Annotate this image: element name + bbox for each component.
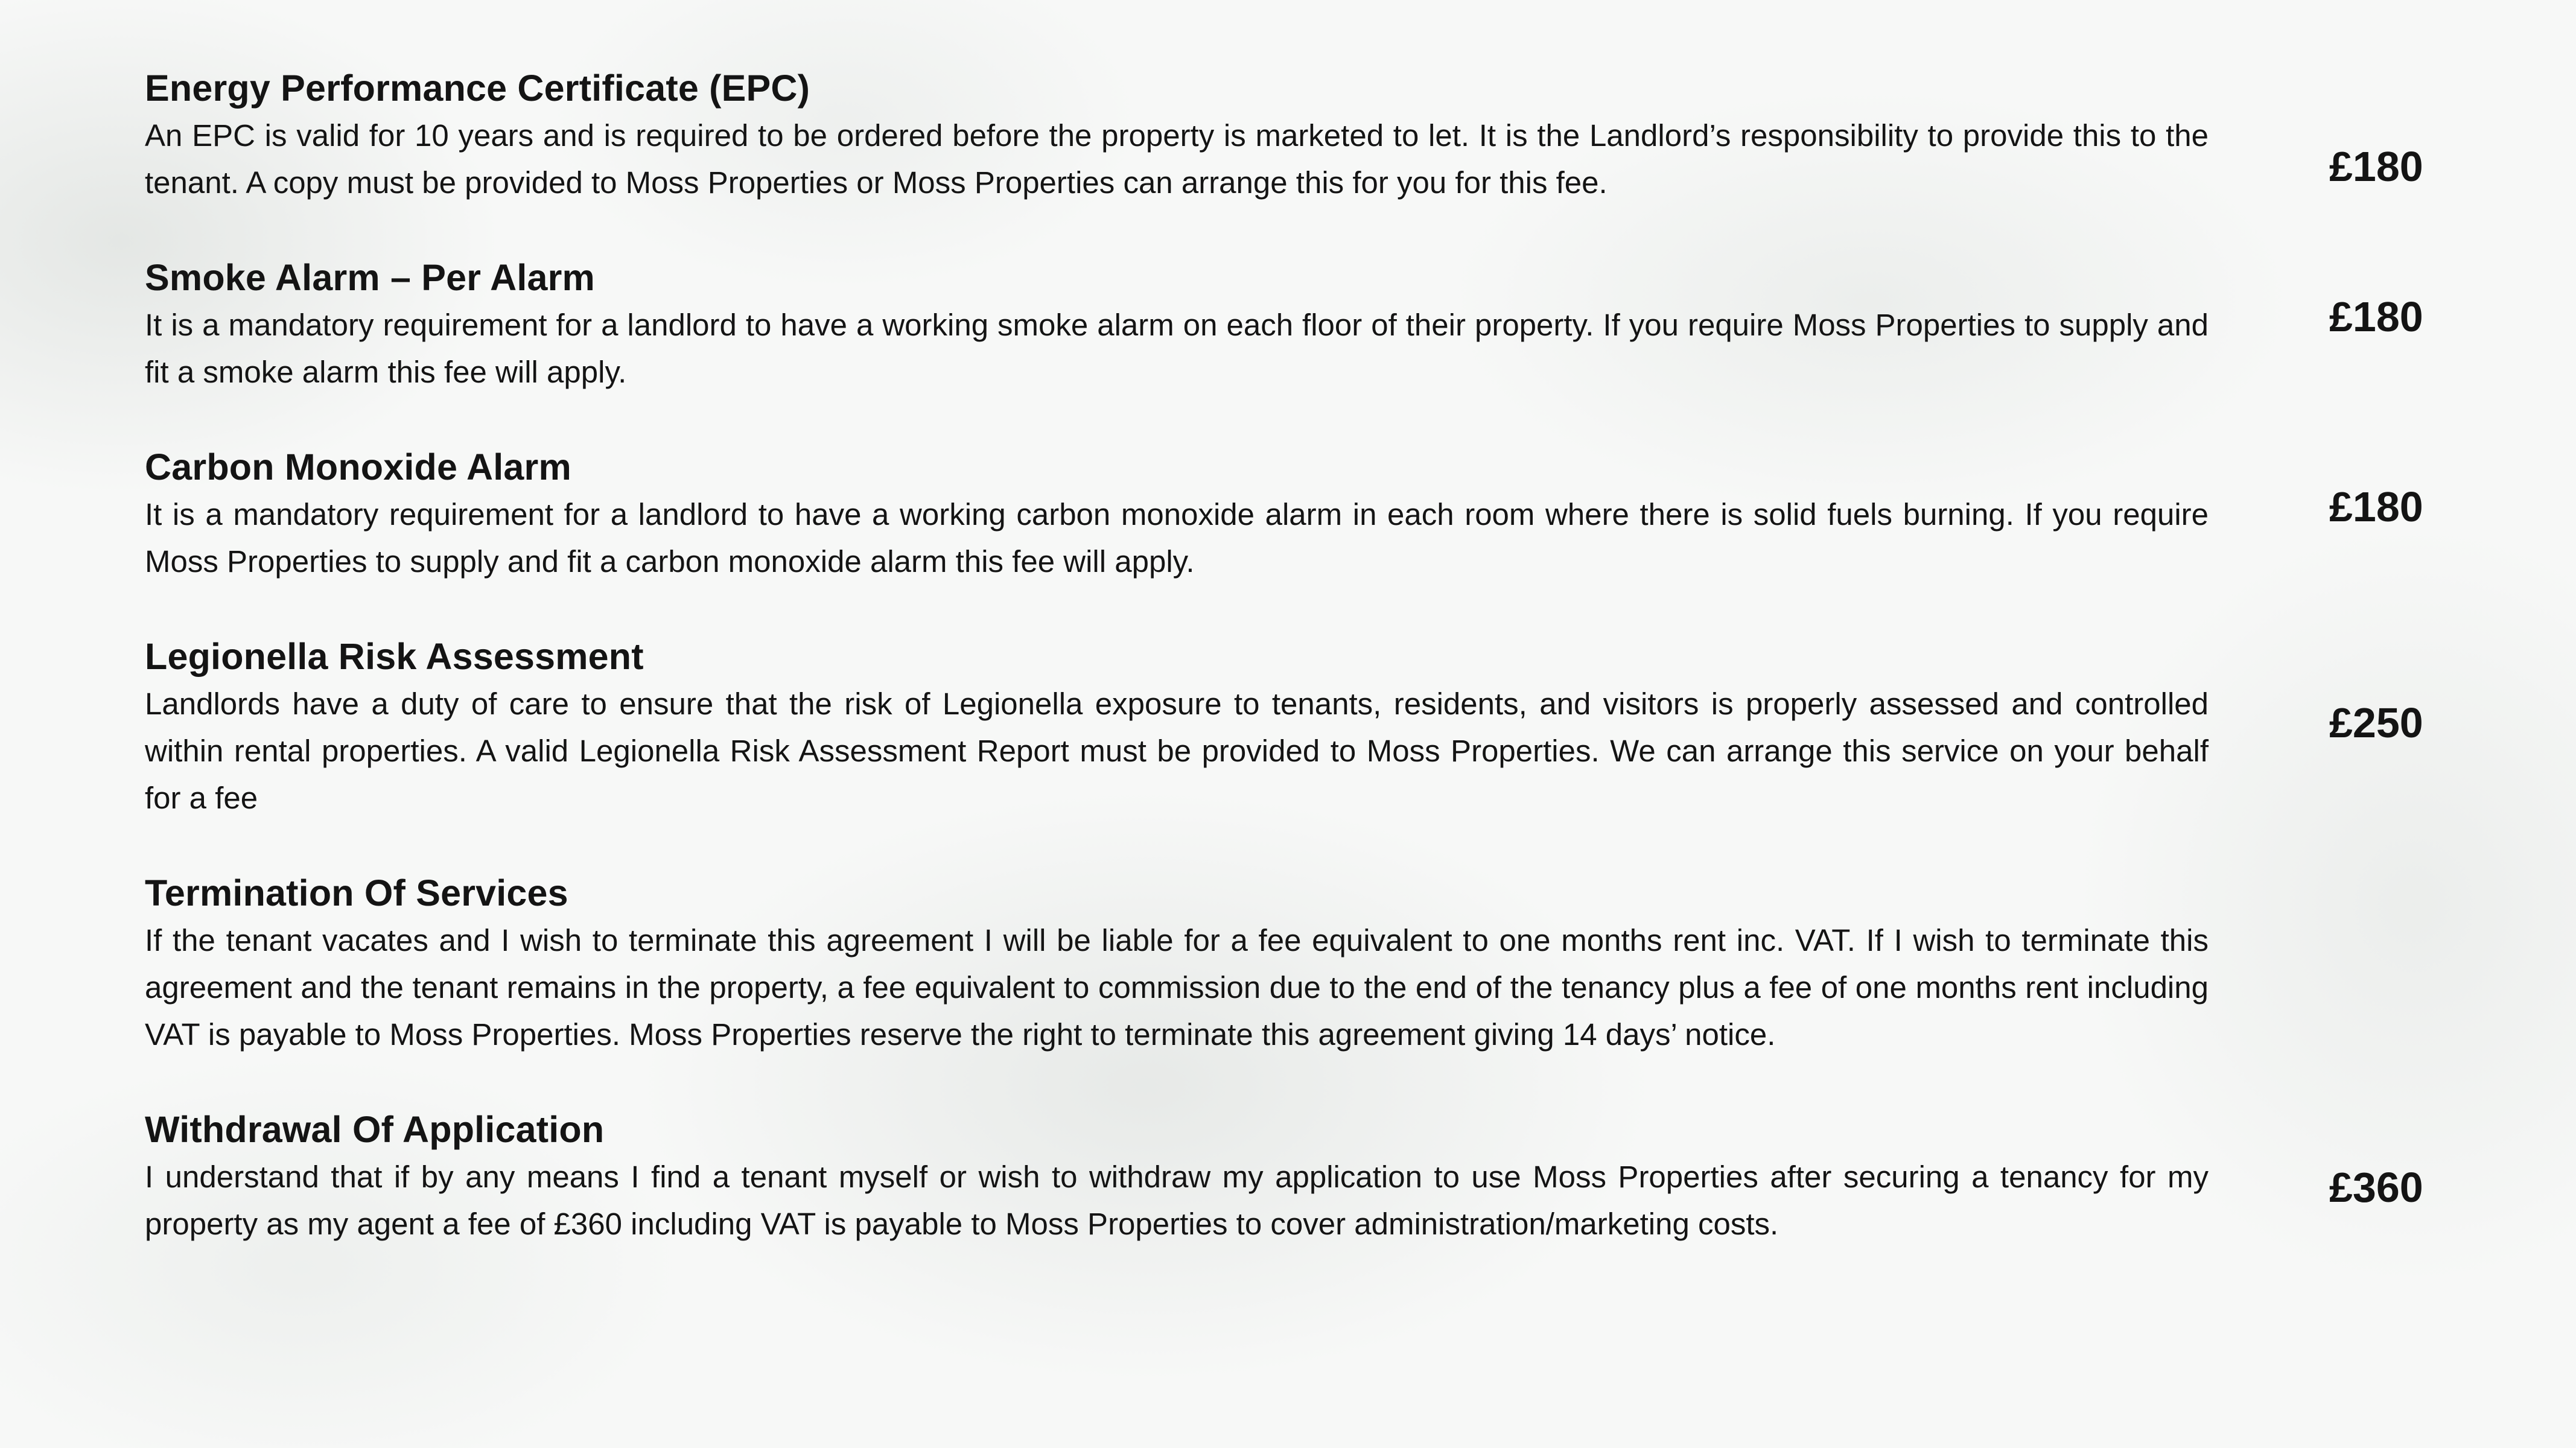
fee-price: £180 [2329, 143, 2423, 190]
section-epc [145, 64, 2423, 206]
section-legionella-risk-assessment [145, 632, 2423, 822]
section-withdrawal-of-application [145, 1105, 2423, 1248]
section-description: I understand that if by any means I find a tenant myself or wish to withdraw my application to use Moss Properties after securing a tenancy for my property as my agent a fee of £360 including VAT is payable to Moss Properties to cover administration/marketing costs. [145, 1160, 2209, 1241]
section-termination-of-services [145, 869, 2209, 1058]
section-description: It is a mandatory requirement for a landlord to have a working smoke alarm on each floor of their property. If you require Moss Properties to supply and fit a smoke alarm this fee will apply. [145, 308, 2209, 389]
section-description: Landlords have a duty of care to ensure that the risk of Legionella exposure to tenants, residents, and visitors is properly assessed and controlled within rental properties. A valid Legionella Risk Assessment Report must be provided to Moss Properties. We can arrange this service on your behalf for a fee [145, 687, 2209, 815]
fee-schedule [145, 64, 2423, 1295]
section-title: Withdrawal Of Application [145, 1109, 605, 1150]
fee-price: £180 [2329, 293, 2423, 340]
section-title: Energy Performance Certificate (EPC) [145, 68, 810, 109]
section-carbon-monoxide-alarm [145, 443, 2423, 585]
fee-price: £360 [2329, 1164, 2423, 1211]
section-title: Smoke Alarm – Per Alarm [145, 257, 595, 298]
section-title: Carbon Monoxide Alarm [145, 446, 571, 487]
section-title: Termination Of Services [145, 872, 568, 913]
section-title: Legionella Risk Assessment [145, 636, 644, 677]
fee-price: £250 [2329, 699, 2423, 746]
section-description: An EPC is valid for 10 years and is required to be ordered before the property is marketed to let. It is the Landlord’s responsibility to provide this to the tenant. A copy must be provided to Moss Properties or Moss Properties can arrange this for you for this fee. [145, 118, 2209, 200]
section-description: If the tenant vacates and I wish to terminate this agreement I will be liable for a fee equivalent to one months rent inc. VAT. If I wish to terminate this agreement and the tenant remains in the property, a fee equivalent to commission due to the end of the tenancy plus a fee of one months rent including VAT is payable to Moss Properties. Moss Properties reserve the right to terminate this agreement giving 14 days’ notice. [145, 923, 2209, 1052]
section-smoke-alarm [145, 253, 2423, 396]
fee-price: £180 [2329, 483, 2423, 530]
section-description: It is a mandatory requirement for a landlord to have a working carbon monoxide alarm in each room where there is solid fuels burning. If you require Moss Properties to supply and fit a carbon monoxide alarm this fee will apply. [145, 497, 2209, 579]
